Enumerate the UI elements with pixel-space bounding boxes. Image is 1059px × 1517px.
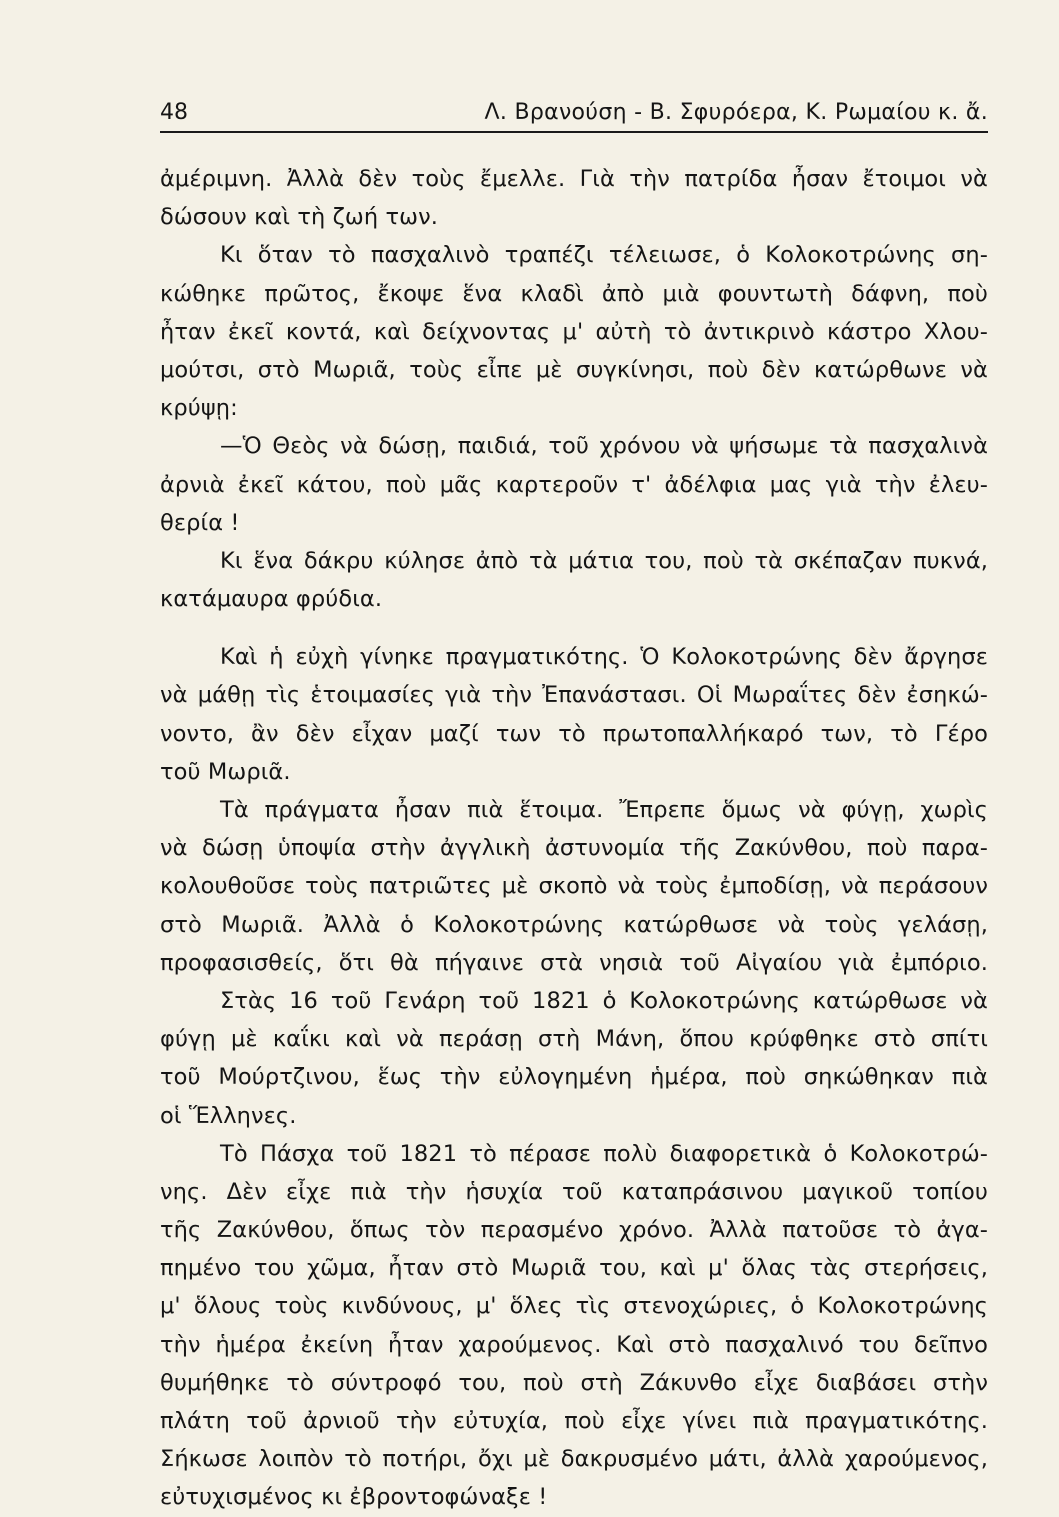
text-line: μούτσι, στὸ Μωριᾶ, τοὺς εἶπε μὲ συγκίνησι, ποὺ δὲν κατώρθωνε νὰ [160, 356, 988, 383]
text-line: Κι ἕνα δάκρυ κύλησε ἀπὸ τὰ μάτια του, ποὺ τὰ σκέπαζαν πυκνά, [220, 547, 988, 574]
text-line: ἀμέριμνη. Ἀλλὰ δὲν τοὺς ἔμελλε. Γιὰ τὴν πατρίδα ἦσαν ἔτοιμοι νὰ [160, 166, 988, 192]
text-line: θερία ! [160, 509, 240, 536]
text-line: ἀρνιὰ ἐκεῖ κάτου, ποὺ μᾶς καρτεροῦν τ' ἀδέλφια μας γιὰ τὴν ἐλευ- [160, 471, 988, 498]
section-gap [160, 618, 988, 638]
text-line: κατάμαυρα φρύδια. [160, 586, 383, 613]
text-line: οἱ Ἕλληνες. [160, 1102, 297, 1129]
text-line: τοῦ Μωριᾶ. [160, 758, 291, 785]
text-line: κρύψῃ: [160, 395, 238, 422]
text-line: ἦταν ἐκεῖ κοντά, καὶ δείχνοντας μ' αὐτὴ τὸ ἀντικρινὸ κάστρο Χλου- [160, 318, 988, 345]
text-line: Τὸ Πάσχα τοῦ 1821 τὸ πέρασε πολὺ διαφορετικὰ ὁ Κολοκοτρώ- [220, 1140, 988, 1167]
text-line: Καὶ ἡ εὐχὴ γίνηκε πραγματικότης. Ὁ Κολοκοτρώνης δὲν ἄργησε [220, 644, 988, 671]
text-line: νὰ μάθῃ τὶς ἑτοιμασίες γιὰ τὴν Ἐπανάστασι. Οἱ Μωραΐτες δὲν ἐσηκώ- [160, 682, 988, 709]
text-line: δώσουν καὶ τὴ ζωή των. [160, 204, 438, 231]
text-line: κώθηκε πρῶτος, ἔκοψε ἕνα κλαδὶ ἀπὸ μιὰ φουντωτὴ δάφνη, ποὺ [160, 280, 988, 307]
text-line: κολουθοῦσε τοὺς πατριῶτες μὲ σκοπὸ νὰ τοὺς ἐμποδίσῃ, νὰ περάσουν [160, 873, 988, 900]
text-line: νοντο, ἂν δὲν εἶχαν μαζί των τὸ πρωτοπαλλήκαρό των, τὸ Γέρο [160, 720, 988, 747]
text-line: —Ὁ Θεὸς νὰ δώσῃ, παιδιά, τοῦ χρόνου νὰ ψήσωμε τὰ πασχαλινὰ [220, 433, 988, 460]
text-line: πημένο του χῶμα, ἦταν στὸ Μωριᾶ του, καὶ μ' ὅλας τὰς στερήσεις, [160, 1255, 988, 1282]
text-line: στὸ Μωριᾶ. Ἀλλὰ ὁ Κολοκοτρώνης κατώρθωσε νὰ τοὺς γελάσῃ, [160, 911, 988, 938]
running-head: Λ. Βρανούση - Β. Σφυρόερα, Κ. Ρωμαίου κ. ἄ. [484, 100, 988, 125]
text-line: προφασισθείς, ὅτι θὰ πήγαινε στὰ νησιὰ τοῦ Αἰγαίου γιὰ ἐμπόριο. [160, 949, 988, 976]
text-line: θυμήθηκε τὸ σύντροφό του, ποὺ στὴ Ζάκυνθο εἶχε διαβάσει στὴν [160, 1369, 988, 1396]
header-rule [160, 131, 988, 133]
text-line: πλάτη τοῦ ἀρνιοῦ τὴν εὐτυχία, ποὺ εἶχε γίνει πιὰ πραγματικότης. [160, 1408, 988, 1434]
text-line: μ' ὅλους τοὺς κινδύνους, μ' ὅλες τὶς στενοχώριες, ὁ Κολοκοτρώνης [160, 1293, 988, 1320]
text-line: Σήκωσε λοιπὸν τὸ ποτήρι, ὄχι μὲ δακρυσμένο μάτι, ἀλλὰ χαρούμενος, [160, 1446, 988, 1473]
text-line: τοῦ Μούρτζινου, ἕως τὴν εὐλογημένη ἡμέρα, ποὺ σηκώθηκαν πιὰ [160, 1064, 988, 1091]
text-line: Κι ὅταν τὸ πασχαλινὸ τραπέζι τέλειωσε, ὁ Κολοκοτρώνης ση- [220, 242, 988, 269]
body-text [160, 160, 988, 1517]
text-line: νὰ δώσῃ ὑποψία στὴν ἀγγλικὴ ἀστυνομία τῆς Ζακύνθου, ποὺ παρα- [160, 835, 988, 862]
text-line: τῆς Ζακύνθου, ὅπως τὸν περασμένο χρόνο. Ἀλλὰ πατοῦσε τὸ ἀγα- [160, 1217, 988, 1244]
page-number: 48 [160, 100, 188, 125]
text-line: νης. Δὲν εἶχε πιὰ τὴν ἡσυχία τοῦ καταπράσινου μαγικοῦ τοπίου [160, 1178, 988, 1205]
text-line: τὴν ἡμέρα ἐκείνη ἦταν χαρούμενος. Καὶ στὸ πασχαλινό του δεῖπνο [160, 1331, 988, 1358]
text-line: φύγῃ μὲ καΐκι καὶ νὰ περάσῃ στὴ Μάνη, ὅπου κρύφθηκε στὸ σπίτι [160, 1026, 988, 1053]
text-line: εὐτυχισμένος κι ἐβροντοφώναξε ! [160, 1484, 548, 1511]
page-header [160, 98, 988, 128]
text-line: Τὰ πράγματα ἦσαν πιὰ ἕτοιμα. Ἔπρεπε ὅμως νὰ φύγῃ, χωρὶς [220, 797, 988, 823]
text-line: Στὰς 16 τοῦ Γενάρη τοῦ 1821 ὁ Κολοκοτρώνης κατώρθωσε νὰ [220, 987, 988, 1014]
